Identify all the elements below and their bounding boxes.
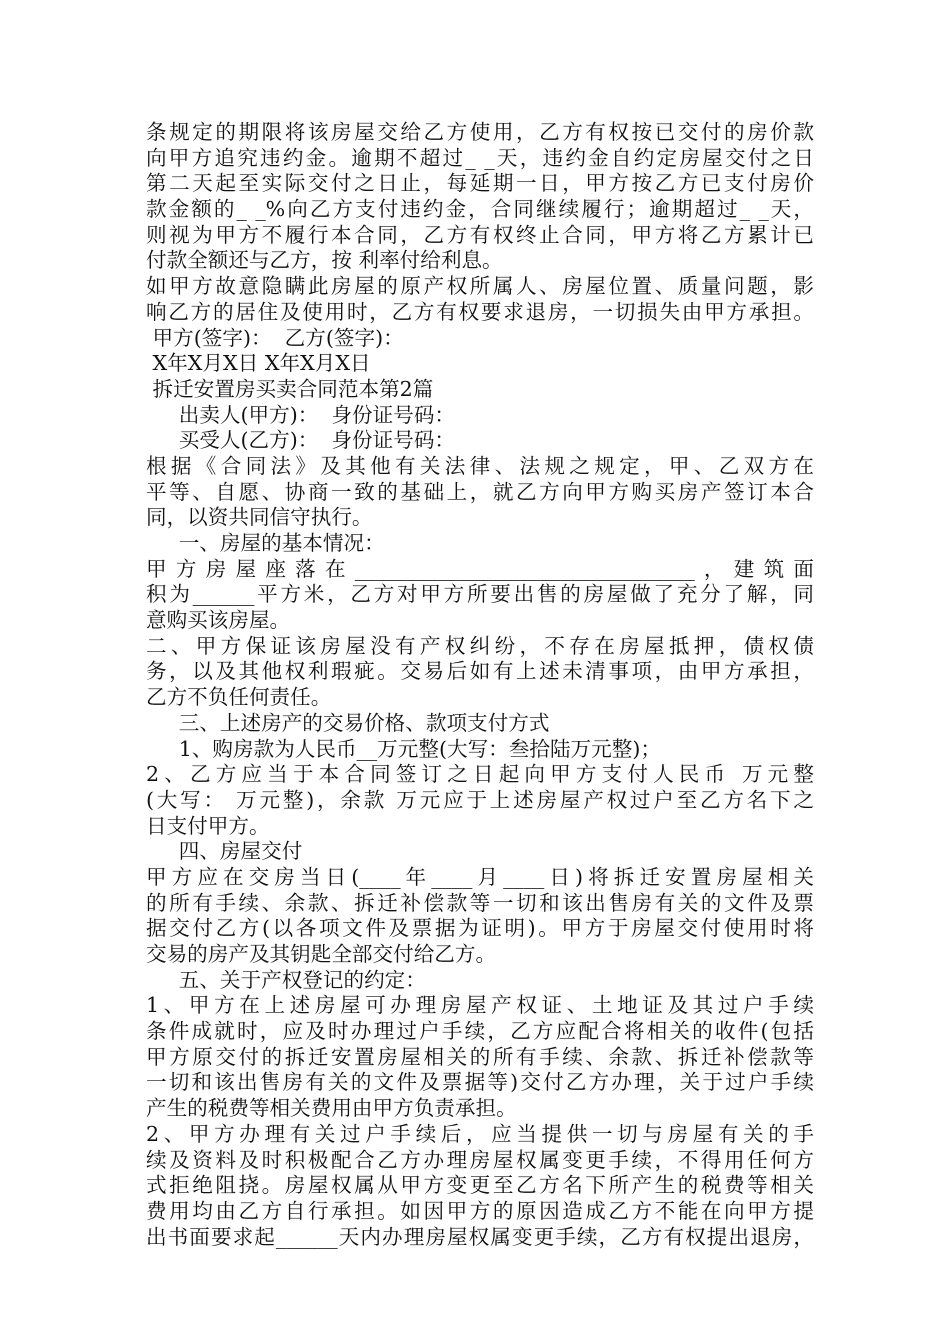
text-line: 付款全额还与乙方，按 利率付给利息。 [146, 248, 503, 273]
text-line: 根据《合同法》及其他有关法律、法规之规定，甲、乙双方在 [146, 453, 814, 478]
text-line: 2、甲方办理有关过户手续后，应当提供一切与房屋有关的手 [146, 1121, 814, 1146]
text-line: X年X月X日 X年X月X日 [146, 351, 371, 376]
text-line: 响乙方的居住及使用时，乙方有权要求退房，一切损失由甲方承担。 [146, 299, 814, 324]
text-line: 乙方不负任何责任。 [146, 685, 332, 710]
text-line: 2、乙方应当于本合同签订之日起向甲方支付人民币 万元整 [146, 762, 814, 787]
text-line: 的所有手续、余款、拆迁补偿款等一切和该出售房有关的文件及票 [146, 890, 814, 915]
text-line: 四、房屋交付 [146, 839, 303, 864]
text-line: 一切和该出售房有关的文件及票据等)交付乙方办理，关于过户手续 [146, 1070, 814, 1095]
text-line: 甲方房屋座落在_________________________________，建筑面 [146, 556, 814, 581]
text-line: 条规定的期限将该房屋交给乙方使用，乙方有权按已交付的房价款 [146, 120, 814, 144]
text-line: 五、关于产权登记的约定： [146, 967, 426, 992]
text-line: 意购买该房屋。 [146, 608, 291, 633]
text-line: 甲方原交付的拆迁安置房屋相关的所有手续、余款、拆迁补偿款等 [146, 1044, 814, 1069]
text-line: 出书面要求起______天内办理房屋权属变更手续，乙方有权提出退房， [146, 1224, 814, 1249]
text-line: 1、购房款为人民币__万元整(大写：叁拾陆万元整)； [146, 736, 661, 761]
text-line: 据交付乙方(以各项文件及票据为证明)。甲方于房屋交付使用时将 [146, 916, 814, 941]
text-line: 费用均由乙方自行承担。如因甲方的原因造成乙方不能在向甲方提 [146, 1198, 814, 1223]
text-line: 款金额的_ _%向乙方支付违约金，合同继续履行；逾期超过_ _天， [146, 197, 814, 222]
text-line: 出卖人(甲方)： 身份证号码： [146, 402, 456, 427]
text-line: 产生的税费等相关费用由甲方负责承担。 [146, 1096, 517, 1121]
text-line: 同，以资共同信守执行。 [146, 505, 373, 530]
text-line: 第二天起至实际交付之日止，每延期一日，甲方按乙方已支付房价 [146, 171, 814, 196]
text-line: 则视为甲方不履行本合同，乙方有权终止合同，甲方将乙方累计已 [146, 222, 814, 247]
text-line: 一、房屋的基本情况： [146, 531, 385, 555]
text-line: 日支付甲方。 [146, 813, 270, 838]
text-line: 拆迁安置房买卖合同范本第2篇 [146, 376, 434, 401]
text-line: 务，以及其他权利瑕疵。交易后如有上述未清事项，由甲方承担， [146, 659, 814, 684]
text-line: 式拒绝阻挠。房屋权属从甲方变更至乙方名下所产生的税费等相关 [146, 1173, 814, 1198]
text-line: 交易的房产及其钥匙全部交付给乙方。 [146, 942, 497, 966]
text-line: (大写： 万元整)，余款 万元应于上述房屋产权过户至乙方名下之 [146, 787, 814, 812]
text-line: 甲方(签字)： 乙方(签字)： [146, 325, 404, 350]
text-line: 二、甲方保证该房屋没有产权纠纷，不存在房屋抵押，债权债 [146, 633, 814, 658]
text-line: 平等、自愿、协商一致的基础上，就乙方向甲方购买房产签订本合 [146, 479, 814, 504]
document-page [146, 120, 814, 1250]
text-line: 三、上述房产的交易价格、款项支付方式 [146, 710, 550, 735]
text-line: 如甲方故意隐瞒此房屋的原产权所属人、房屋位置、质量问题，影 [146, 274, 814, 299]
text-line: 积为______平方米，乙方对甲方所要出售的房屋做了充分了解，同 [146, 582, 814, 607]
text-line: 向甲方追究违约金。逾期不超过_ _天，违约金自约定房屋交付之日 [146, 145, 814, 170]
text-line: 买受人(乙方)： 身份证号码： [146, 428, 456, 453]
text-line: 甲方应在交房当日(____年____月____日)将拆迁安置房屋相关 [146, 864, 814, 889]
text-line: 条件成就时，应及时办理过户手续，乙方应配合将相关的收件(包括 [146, 1019, 814, 1044]
text-line: 续及资料及时积极配合乙方办理房屋权属变更手续，不得用任何方 [146, 1147, 814, 1172]
text-line: 1、甲方在上述房屋可办理房屋产权证、土地证及其过户手续 [146, 993, 814, 1018]
